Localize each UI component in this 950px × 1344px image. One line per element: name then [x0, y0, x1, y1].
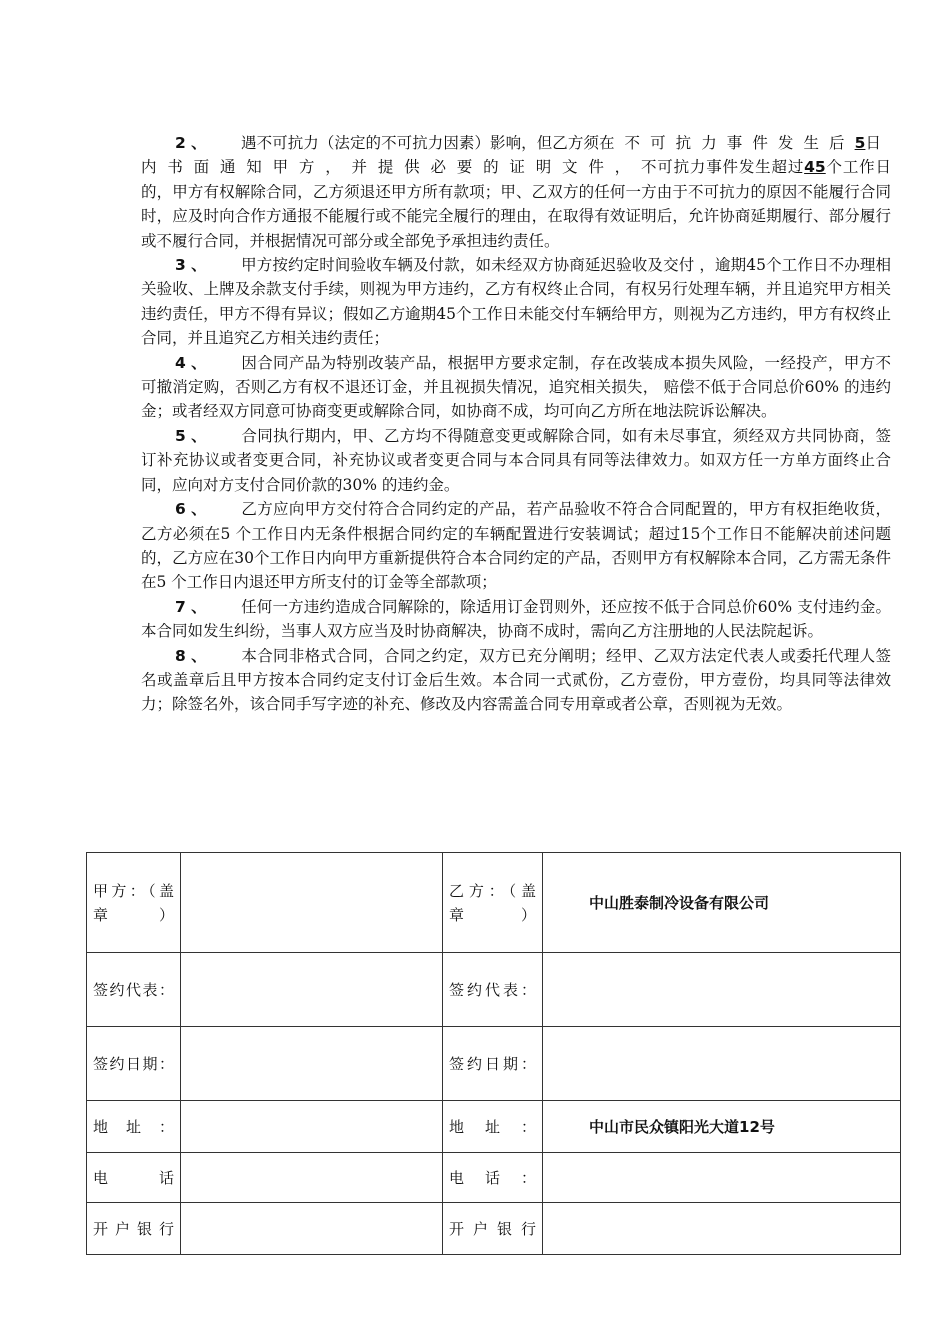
clause-number: 8 、	[175, 646, 207, 665]
party-b-value[interactable]	[543, 853, 901, 953]
clause-text: 不可抗力事件发生超过	[640, 158, 805, 177]
clause-7	[141, 595, 891, 644]
clause-text: 日内书面通知甲方，并提供必要的证明文件，	[141, 134, 891, 177]
party-a-label-text: 电话	[93, 1168, 174, 1187]
party-b-value-text: 中山胜泰制冷设备有限公司	[589, 893, 770, 912]
party-b-label-text: 开户银行	[449, 1219, 536, 1238]
party-b-value[interactable]	[543, 953, 901, 1027]
clause-number: 7 、	[175, 597, 207, 616]
signature-table	[86, 852, 901, 1255]
party-a-label-text: 签约日期：	[93, 1054, 174, 1073]
party-b-value[interactable]	[543, 1027, 901, 1101]
clause-text: 个工作日的，甲方有权解除合同，乙方须退还甲方所有款项；甲、乙双方的任何一方由于不可抗力的原因不能履行合同时，应及时向合作方通报不能履行或不能完全履行的理由，在取得有效证明后，允许协商延期履行、部分履行或不履行合同，并根据情况可部分或全部免予承担违约责任。	[141, 158, 891, 250]
signature-row	[87, 953, 901, 1027]
clause-text: 45	[804, 158, 826, 177]
party-b-label	[443, 853, 543, 953]
party-b-label	[443, 1027, 543, 1101]
clause-text: 本合同非格式合同，合同之约定，双方已充分阐明；经甲、乙双方法定代表人或委托代理人签名或盖章后且甲方按本合同约定支付订金后生效。本合同一式贰份，乙方壹份，甲方壹份，均具同等法律效力；除签名外，该合同手写字迹的补充、修改及内容需盖合同专用章或者公章，否则视为无效。	[141, 646, 891, 714]
contract-clauses	[141, 131, 891, 717]
party-b-label	[443, 953, 543, 1027]
signature-row	[87, 1203, 901, 1255]
clause-2	[141, 131, 891, 253]
party-b-value[interactable]	[543, 1153, 901, 1203]
party-a-label	[87, 1203, 181, 1255]
party-a-label	[87, 1027, 181, 1101]
party-b-label-text: 地址：	[449, 1117, 536, 1136]
party-b-label-text: 签约日期：	[449, 1054, 536, 1073]
clause-text: 合同执行期内，甲、乙方均不得随意变更或解除合同，如有未尽事宜，须经双方共同协商，签订补充协议或者变更合同，补充协议或者变更合同与本合同具有同等法律效力。如双方任一方单方面终止合同，应向对方支付合同价款的30% 的违约金。	[141, 426, 891, 494]
clause-text: 甲方按约定时间验收车辆及付款，如未经双方协商延迟验收及交付 ，逾期45个工作日不办理相关验收、上牌及余款支付手续，则视为甲方违约，乙方有权终止合同，有权另行处理车辆，并且追究甲方相关违约责任，甲方不得有异议；假如乙方逾期45个工作日未能交付车辆给甲方，则视为乙方违约，甲方有权终止合同，并且追究乙方相关违约责任；	[141, 256, 891, 348]
party-a-label-text: 开户银行	[93, 1219, 174, 1238]
clause-text: 5	[854, 134, 866, 152]
clause-number: 6 、	[175, 500, 207, 519]
clause-8	[141, 644, 891, 717]
party-a-value[interactable]	[181, 1027, 443, 1101]
party-a-label	[87, 853, 181, 953]
party-a-value[interactable]	[181, 1101, 443, 1153]
party-b-label-text: 电话：	[449, 1168, 536, 1187]
party-a-value[interactable]	[181, 853, 443, 953]
party-b-label-text: 签约代表：	[449, 980, 536, 999]
clause-text: 遇不可抗力（法定的不可抗力因素）影响，但乙方须	[241, 134, 599, 152]
clause-number: 5 、	[175, 426, 207, 445]
party-a-value[interactable]	[181, 1203, 443, 1255]
clause-5	[141, 424, 891, 497]
party-b-label-text: 乙方：（盖章）	[449, 881, 536, 924]
party-a-label-text: 签约代表：	[93, 980, 174, 999]
party-b-label	[443, 1203, 543, 1255]
party-a-label	[87, 953, 181, 1027]
signature-row	[87, 1101, 901, 1153]
party-a-value[interactable]	[181, 1153, 443, 1203]
party-a-label-text: 甲方：（盖章）	[93, 881, 174, 924]
party-b-value[interactable]	[543, 1101, 901, 1153]
party-a-label-text: 地址：	[93, 1117, 174, 1136]
clause-text: 在不可抗力事件发生后	[598, 134, 855, 152]
party-a-label	[87, 1153, 181, 1203]
party-b-label	[443, 1101, 543, 1153]
party-b-label	[443, 1153, 543, 1203]
clause-text: 因合同产品为特别改装产品，根据甲方要求定制，存在改装成本损失风险，一经投产，甲方不可撤消定购，否则乙方有权不退还订金，并且视损失情况，追究相关损失， 赔偿不低于合同总价60% 的违约金；或者经双方同意可协商变更或解除合同，如协商不成，均可向乙方所在地法院诉讼解决。	[141, 353, 891, 421]
clause-6	[141, 497, 891, 595]
clause-4	[141, 351, 891, 424]
clause-number: 3 、	[175, 256, 207, 275]
clause-number: 4 、	[175, 353, 207, 372]
party-a-label	[87, 1101, 181, 1153]
clause-text: 乙方应向甲方交付符合合同约定的产品，若产品验收不符合合同配置的，甲方有权拒绝收货，乙方必须在5 个工作日内无条件根据合同约定的车辆配置进行安装调试；超过15个工作日不能解决前述问题的，乙方应在30个工作日内向甲方重新提供符合本合同约定的产品，否则甲方有权解除本合同，乙方需无条件在5 个工作日内退还甲方所支付的订金等全部款项；	[141, 500, 891, 592]
party-b-value-text: 中山市民众镇阳光大道12号	[589, 1117, 775, 1136]
clause-3	[141, 253, 891, 351]
signature-row	[87, 1027, 901, 1101]
clause-text: 任何一方违约造成合同解除的，除适用订金罚则外，还应按不低于合同总价60% 支付违约金。本合同如发生纠纷，当事人双方应当及时协商解决，协商不成时，需向乙方注册地的人民法院起诉。	[141, 597, 891, 641]
signature-row	[87, 853, 901, 953]
signature-row	[87, 1153, 901, 1203]
party-b-value[interactable]	[543, 1203, 901, 1255]
clause-number: 2 、	[175, 134, 207, 152]
party-a-value[interactable]	[181, 953, 443, 1027]
